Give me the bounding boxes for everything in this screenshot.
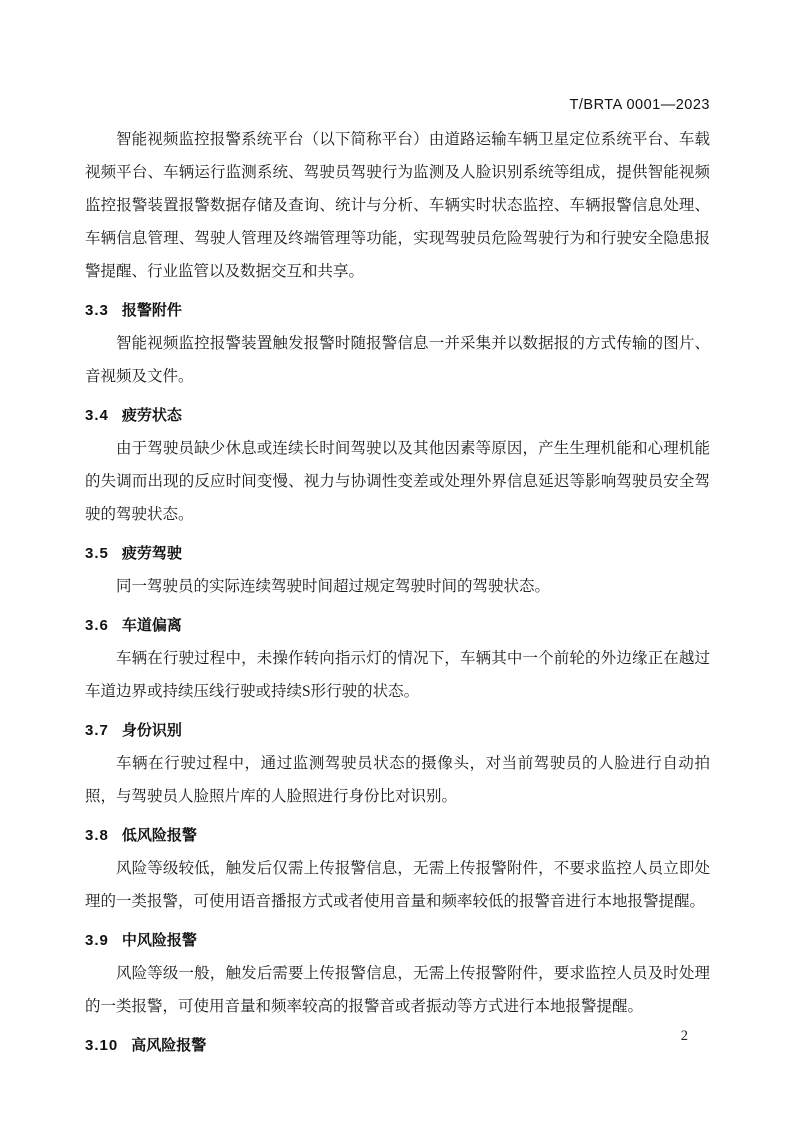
section-paragraph: 车辆在行驶过程中，未操作转向指示灯的情况下，车辆其中一个前轮的外边缘正在越过车道边界或持续压线行驶或持续S形行驶的状态。 (85, 650, 710, 700)
section-title: 车道偏离 (121, 617, 182, 634)
section-3-4 (85, 399, 710, 531)
section-number: 3.10 (85, 1037, 119, 1054)
section-heading (85, 1029, 710, 1062)
section-number: 3.8 (85, 827, 109, 844)
section-title: 中风险报警 (121, 932, 197, 949)
section-title: 报警附件 (121, 302, 182, 319)
section-3-3 (85, 294, 710, 393)
section-title: 疲劳状态 (121, 407, 182, 424)
section-title: 疲劳驾驶 (121, 545, 182, 562)
section-heading (85, 294, 710, 327)
section-heading (85, 714, 710, 747)
section-heading (85, 537, 710, 570)
section-number: 3.7 (85, 722, 109, 739)
section-heading (85, 399, 710, 432)
section-number: 3.5 (85, 545, 109, 562)
section-paragraph: 车辆在行驶过程中，通过监测驾驶员状态的摄像头，对当前驾驶员的人脸进行自动拍照，与驾驶员人脸照片库的人脸照进行身份比对识别。 (85, 755, 710, 805)
section-number: 3.6 (85, 617, 109, 634)
section-3-10 (85, 1029, 710, 1062)
section-paragraph: 同一驾驶员的实际连续驾驶时间超过规定驾驶时间的驾驶状态。 (116, 578, 551, 595)
section-3-7 (85, 714, 710, 813)
section-heading (85, 609, 710, 642)
intro-paragraph: 智能视频监控报警系统平台（以下简称平台）由道路运输车辆卫星定位系统平台、车载视频平台、车辆运行监测系统、驾驶员驾驶行为监测及人脸识别系统等组成，提供智能视频监控报警装置报警数据存储及查询、统计与分析、车辆实时状态监控、车辆报警信息处理、车辆信息管理、驾驶人管理及终端管理等功能，实现驾驶员危险驾驶行为和行驶安全隐患报警提醒、行业监管以及数据交互和共享。 (85, 131, 710, 280)
section-3-9 (85, 924, 710, 1023)
document-code-header: T/BRTA 0001—2023 (569, 97, 710, 113)
section-paragraph: 由于驾驶员缺少休息或连续长时间驾驶以及其他因素等原因，产生生理机能和心理机能的失调而出现的反应时间变慢、视力与协调性变差或处理外界信息延迟等影响驾驶员安全驾驶的驾驶状态。 (85, 440, 710, 523)
section-heading (85, 819, 710, 852)
section-heading (85, 924, 710, 957)
section-title: 高风险报警 (131, 1037, 207, 1054)
section-paragraph: 风险等级较低，触发后仅需上传报警信息，无需上传报警附件，不要求监控人员立即处理的一类报警，可使用语音播报方式或者使用音量和频率较低的报警音进行本地报警提醒。 (85, 860, 710, 910)
section-paragraph: 风险等级一般，触发后需要上传报警信息，无需上传报警附件，要求监控人员及时处理的一类报警，可使用音量和频率较高的报警音或者振动等方式进行本地报警提醒。 (85, 965, 710, 1015)
section-3-5 (85, 537, 710, 603)
section-paragraph: 智能视频监控报警装置触发报警时随报警信息一并采集并以数据报的方式传输的图片、音视频及文件。 (85, 335, 710, 385)
section-3-8 (85, 819, 710, 918)
page-number: 2 (680, 1028, 688, 1044)
section-title: 低风险报警 (121, 827, 197, 844)
section-3-6 (85, 609, 710, 708)
section-number: 3.4 (85, 407, 109, 424)
document-body (85, 123, 710, 1062)
section-number: 3.3 (85, 302, 109, 319)
section-number: 3.9 (85, 932, 109, 949)
section-title: 身份识别 (121, 722, 182, 739)
